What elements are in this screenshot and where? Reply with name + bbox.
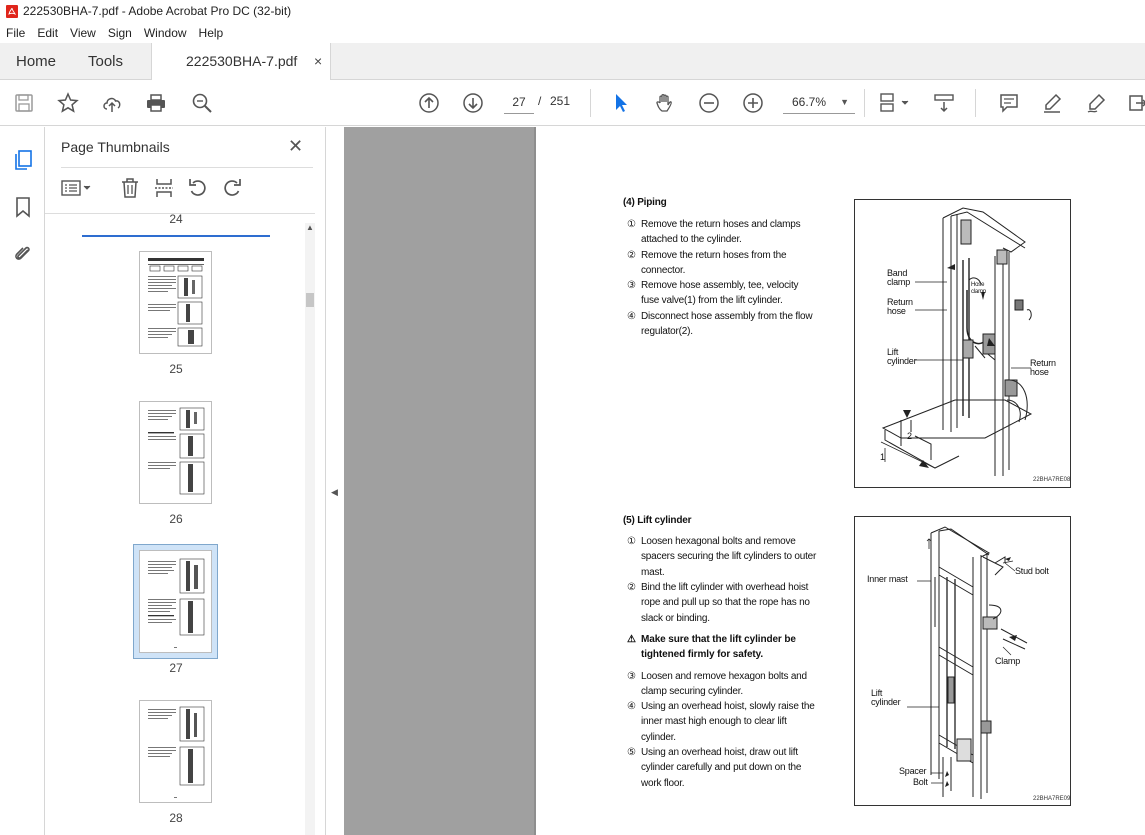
section-title-lift-cylinder: (5) Lift cylinder — [623, 515, 692, 526]
page-thumbnails-panel — [45, 127, 326, 835]
step-text: ④ Using an overhead hoist, slowly raise the inner mast high enough to clear lift cylinder. — [627, 701, 815, 743]
star-icon — [57, 92, 79, 114]
trash-icon — [119, 177, 141, 199]
rotate-clockwise-button[interactable] — [221, 177, 245, 201]
figure-label: Hose clamp — [971, 282, 987, 295]
zoom-out-button[interactable] — [697, 91, 721, 115]
page-separator: / — [538, 94, 542, 108]
figure-label: Band clamp — [887, 268, 911, 287]
figure-lift-cylinder — [854, 516, 1071, 806]
step-text: ② Bind the lift cylinder with overhead hoist rope and pull up so that the rope has no slack or binding. — [627, 582, 810, 624]
window-title: 222530BHA-7.pdf - Adobe Acrobat Pro DC (32-bit) — [23, 4, 292, 18]
collapse-arrow-icon: ◀ — [331, 487, 338, 497]
pdf-app-icon — [6, 5, 18, 18]
page-display-button[interactable] — [876, 91, 912, 115]
scroll-mode-button[interactable] — [932, 91, 956, 115]
page-thumbnails-icon[interactable] — [11, 148, 35, 172]
sign-button[interactable] — [1084, 91, 1108, 115]
thumbnail-page-label: 24 — [169, 213, 183, 226]
figure-label: Bolt — [913, 777, 928, 787]
upload-button[interactable] — [100, 91, 124, 115]
thumbnail-page-number: 27 — [169, 661, 183, 675]
toolbar-divider — [975, 89, 976, 117]
thumbnail-preview — [140, 252, 211, 353]
step-text: ① Remove the return hoses and clamps attached to the cylinder. — [627, 219, 801, 246]
bookmark-star-button[interactable] — [56, 91, 80, 115]
fit-page-icon — [878, 92, 910, 114]
panel-close-button[interactable]: ✕ — [288, 136, 304, 156]
save-icon — [13, 92, 35, 114]
section-title-piping: (4) Piping — [623, 197, 667, 208]
menu-window[interactable]: Window — [143, 25, 187, 40]
panel-collapse-handle[interactable] — [326, 127, 344, 835]
navigation-rail — [0, 127, 45, 835]
figure-label: Inner mast — [867, 574, 908, 584]
hand-tool-button[interactable] — [653, 91, 677, 115]
toolbar-divider — [590, 89, 591, 117]
plus-circle-icon — [742, 92, 764, 114]
chevron-down-icon: ▼ — [840, 97, 849, 107]
piping-diagram — [855, 200, 1070, 487]
step-text: ⑤ Using an overhead hoist, draw out lift cylinder carefully and put down on the work floor. — [627, 747, 802, 789]
warning-icon: ⚠ — [627, 634, 636, 645]
select-tool-button[interactable] — [609, 91, 633, 115]
menu-file[interactable]: File — [6, 25, 26, 40]
hand-icon — [654, 92, 676, 114]
scroll-up-arrow[interactable]: ▲ — [306, 223, 314, 232]
figure-code: 22BHA7RE09 — [1033, 796, 1071, 802]
figure-label: Stud bolt — [1015, 566, 1049, 576]
figure-label: 2 — [907, 431, 912, 441]
printer-icon — [145, 92, 167, 114]
comment-icon — [998, 92, 1020, 114]
save-button[interactable] — [12, 91, 36, 115]
insert-pages-button[interactable] — [153, 177, 177, 201]
figure-label: 1 — [880, 452, 885, 462]
figure-label: Clamp — [995, 656, 1021, 666]
scroll-down-icon — [933, 92, 955, 114]
comment-button[interactable] — [997, 91, 1021, 115]
rotate-left-icon — [187, 177, 209, 199]
step-text: ② Remove the return hoses from the connector. — [627, 250, 787, 277]
tab-tools[interactable]: Tools — [88, 53, 124, 70]
step-text: ① Loosen hexagonal bolts and remove spacers securing the lift cylinders to outer mast. — [627, 536, 817, 578]
figure-label: Return hose — [1030, 358, 1056, 377]
menu-help[interactable]: Help — [198, 25, 224, 40]
minus-circle-icon — [698, 92, 720, 114]
figure-piping — [854, 199, 1071, 488]
delete-pages-button[interactable] — [119, 177, 143, 201]
magnifier-zoom-icon — [191, 92, 213, 114]
bookmarks-icon[interactable] — [11, 195, 35, 219]
thumbnail-preview — [140, 402, 211, 503]
figure-label: Spacer — [899, 766, 927, 776]
previous-page-button[interactable] — [417, 91, 441, 115]
panel-divider — [61, 167, 313, 168]
thumbnail-page[interactable] — [139, 251, 212, 354]
zoom-level-select[interactable] — [783, 90, 855, 114]
zoom-level-value: 66.7% — [792, 95, 827, 109]
thumbnail-page-current[interactable] — [139, 550, 212, 653]
menu-view[interactable]: View — [70, 25, 96, 40]
cloud-upload-icon — [101, 92, 123, 114]
arrow-up-circle-icon — [418, 92, 440, 114]
export-icon — [1127, 92, 1145, 114]
figure-label: Lift cylinder — [871, 688, 901, 707]
scrollbar-thumb[interactable] — [306, 293, 314, 307]
thumbnail-list — [45, 213, 315, 835]
thumbnail-preview — [140, 701, 211, 802]
find-button[interactable] — [190, 91, 214, 115]
thumbnail-page[interactable] — [139, 401, 212, 504]
highlight-button[interactable] — [1040, 91, 1064, 115]
tab-home[interactable]: Home — [16, 53, 57, 70]
arrow-down-circle-icon — [462, 92, 484, 114]
tab-document-label: 222530BHA-7.pdf — [186, 53, 298, 69]
step-text: ③ Remove hose assembly, tee, velocity fuse valve(1) from the lift cylinder. — [627, 280, 799, 307]
insert-pages-icon — [153, 177, 175, 199]
thumbnail-page[interactable] — [139, 700, 212, 803]
thumbnail-page-number: 25 — [169, 362, 183, 376]
pointer-arrow-icon — [610, 92, 632, 114]
current-page-indicator — [82, 235, 270, 237]
thumbnail-page-number: 28 — [169, 811, 183, 825]
figure-code: 22BHA7RE08 — [1033, 477, 1071, 483]
tab-document[interactable] — [151, 43, 331, 80]
menu-sign[interactable]: Sign — [107, 25, 132, 40]
document-viewer[interactable] — [344, 127, 1145, 835]
page-number-input[interactable]: 27 — [504, 90, 534, 114]
pdf-page — [536, 127, 1145, 835]
rotate-right-icon — [221, 177, 243, 199]
thumbnail-preview — [140, 551, 211, 652]
toolbar-divider — [864, 89, 865, 117]
highlighter-pen-icon — [1041, 92, 1063, 114]
menu-bar — [0, 22, 1145, 43]
toolbar — [0, 80, 1145, 126]
thumbnail-page-number: 26 — [169, 512, 183, 526]
rotate-counterclockwise-button[interactable] — [187, 177, 211, 201]
step-text: ④ Disconnect hose assembly from the flow regulator(2). — [627, 311, 813, 338]
attachments-paperclip-icon[interactable] — [11, 241, 35, 265]
step-text: ③ Loosen and remove hexagon bolts and clamp securing cylinder. — [627, 671, 807, 698]
page-total: 251 — [550, 94, 571, 108]
title-bar — [0, 0, 1145, 22]
more-tools-button[interactable] — [1126, 91, 1145, 115]
next-page-button[interactable] — [461, 91, 485, 115]
menu-edit[interactable]: Edit — [37, 25, 59, 40]
panel-toolbar — [45, 177, 326, 203]
thumbnail-scrollbar[interactable] — [305, 223, 315, 835]
tab-close-button[interactable]: × — [314, 53, 323, 69]
print-button[interactable] — [144, 91, 168, 115]
figure-label: Return hose — [887, 297, 913, 316]
thumbnail-options-button[interactable] — [61, 177, 95, 201]
zoom-in-button[interactable] — [741, 91, 765, 115]
tab-bar — [0, 43, 1145, 80]
options-menu-icon — [61, 177, 93, 199]
figure-label: Lift cylinder — [887, 347, 917, 366]
safety-warning: ⚠ Make sure that the lift cylinder be tightened firmly for safety. — [627, 634, 796, 661]
panel-title: Page Thumbnails — [61, 139, 170, 155]
lift-cylinder-diagram — [855, 517, 1070, 805]
pen-sign-icon — [1085, 92, 1107, 114]
